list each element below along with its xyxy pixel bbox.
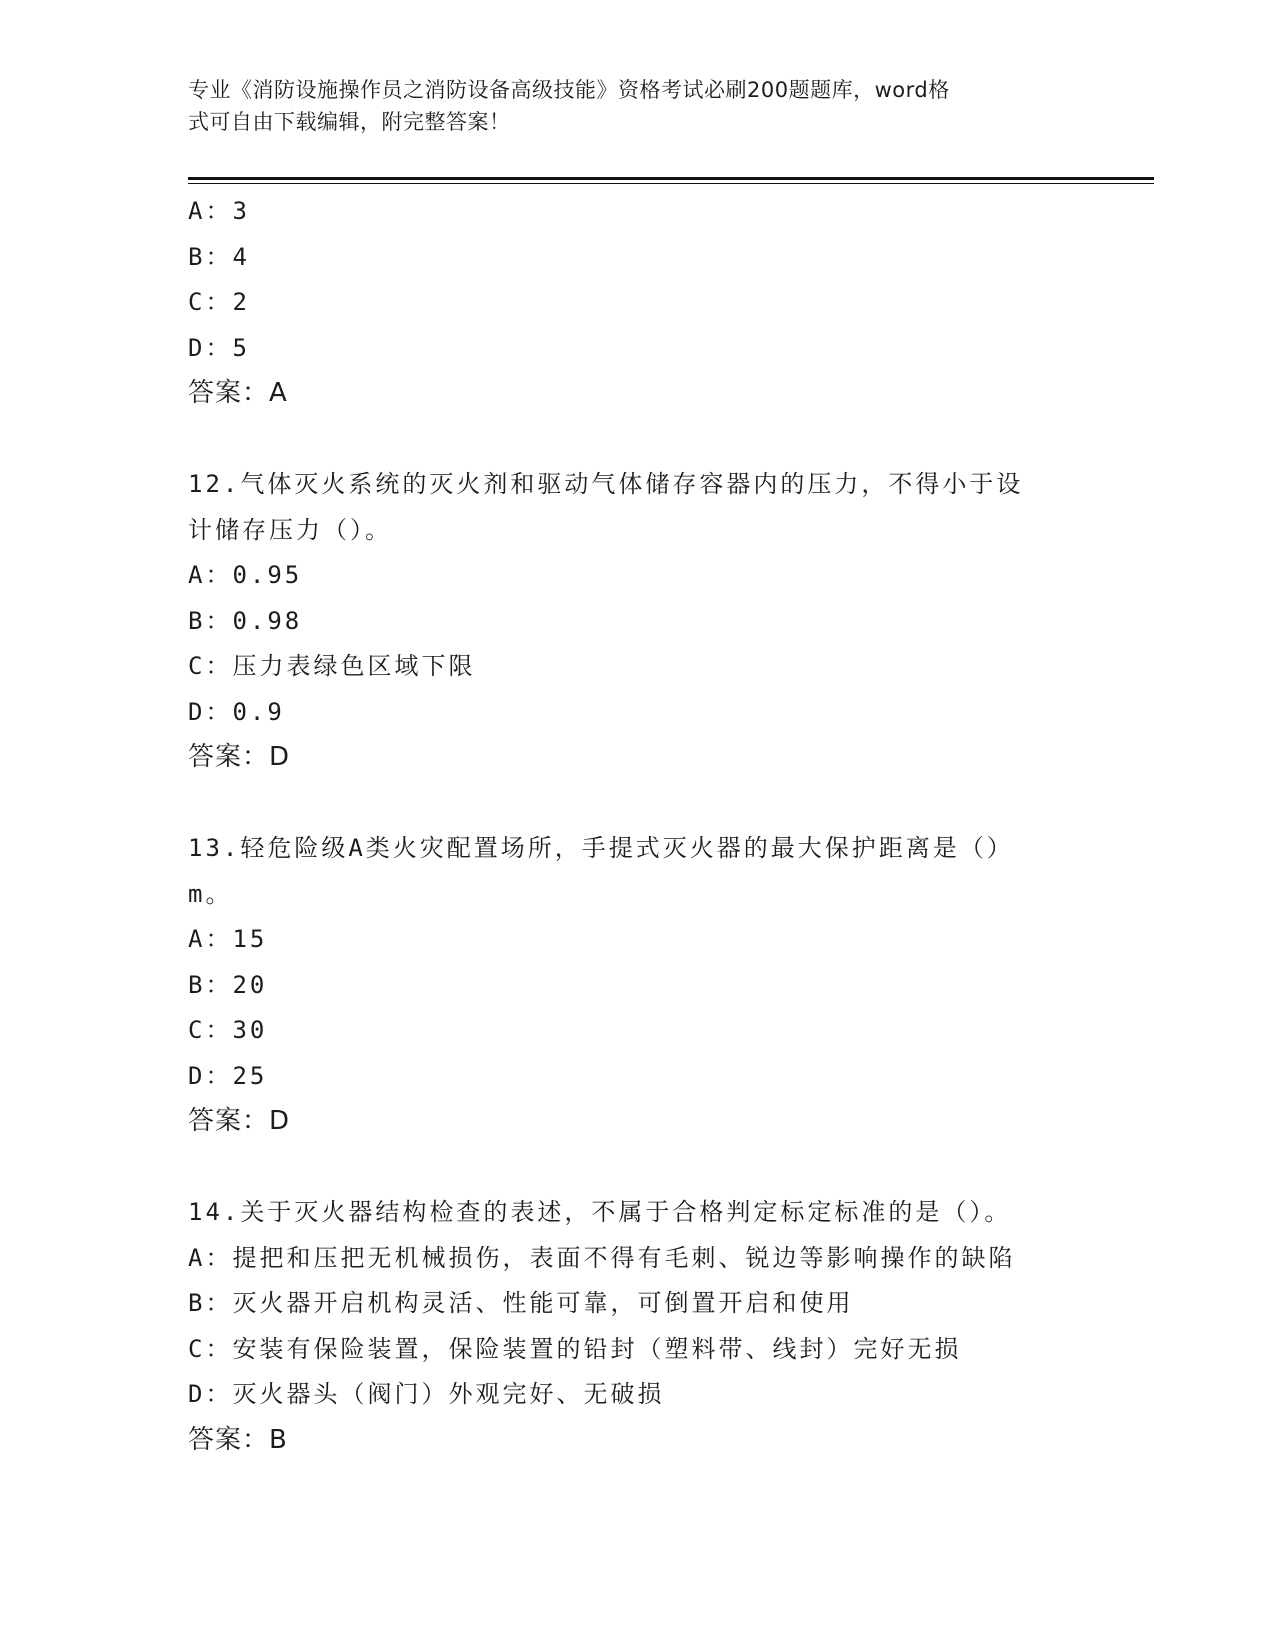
option-d: D：5 bbox=[188, 333, 250, 362]
question-11 bbox=[188, 189, 1088, 417]
header-rule-thick bbox=[188, 177, 1154, 180]
spacer bbox=[188, 417, 1088, 463]
answer-line: 答案：A bbox=[188, 378, 288, 408]
spacer bbox=[188, 781, 1088, 827]
option-b: B：4 bbox=[188, 242, 250, 271]
header-line-2: 式可自由下载编辑，附完整答案！ bbox=[188, 110, 511, 134]
option-b: B：20 bbox=[188, 970, 268, 999]
answer-line: 答案：D bbox=[188, 1106, 291, 1136]
answer-line: 答案：D bbox=[188, 742, 291, 772]
option-c: C：安装有保险装置，保险装置的铅封（塑料带、线封）完好无损 bbox=[188, 1334, 962, 1363]
question-list bbox=[188, 189, 1088, 1463]
option-a: A：3 bbox=[188, 197, 250, 225]
answer-line: 答案：B bbox=[188, 1424, 288, 1455]
question-stem-line-1: 14.关于灭火器结构检查的表述，不属于合格判定标定标准的是（）。 bbox=[188, 1198, 1012, 1226]
option-d: D：灭火器头（阀门）外观完好、无破损 bbox=[188, 1380, 665, 1408]
question-stem-line-1: 12.气体灭火系统的灭火剂和驱动气体储存容器内的压力，不得小于设 bbox=[188, 470, 1024, 498]
document-header bbox=[188, 74, 1088, 138]
header-line-1: 专业《消防设施操作员之消防设备高级技能》资格考试必刷200题题库，word格 bbox=[188, 78, 950, 102]
option-c: C：30 bbox=[188, 1016, 268, 1044]
option-b: B：灭火器开启机构灵活、性能可靠，可倒置开启和使用 bbox=[188, 1289, 854, 1317]
option-a: A：0.95 bbox=[188, 561, 303, 589]
spacer bbox=[188, 1145, 1088, 1191]
option-a: A：15 bbox=[188, 925, 268, 953]
question-stem-line-2: m。 bbox=[188, 879, 233, 908]
header-rule-thin bbox=[188, 183, 1154, 184]
option-c: C：压力表绿色区域下限 bbox=[188, 652, 476, 680]
option-d: D：25 bbox=[188, 1061, 268, 1090]
question-14 bbox=[188, 1190, 1088, 1463]
option-b: B：0.98 bbox=[188, 606, 303, 635]
option-a: A：提把和压把无机械损伤，表面不得有毛刺、锐边等影响操作的缺陷 bbox=[188, 1243, 1016, 1272]
question-12 bbox=[188, 462, 1088, 781]
question-stem-line-2: 计储存压力（）。 bbox=[188, 515, 392, 544]
question-13 bbox=[188, 826, 1088, 1145]
question-stem-line-1: 13.轻危险级A类火灾配置场所，手提式灭火器的最大保护距离是（） bbox=[188, 834, 1014, 862]
option-c: C：2 bbox=[188, 288, 250, 316]
option-d: D：0.9 bbox=[188, 697, 285, 726]
